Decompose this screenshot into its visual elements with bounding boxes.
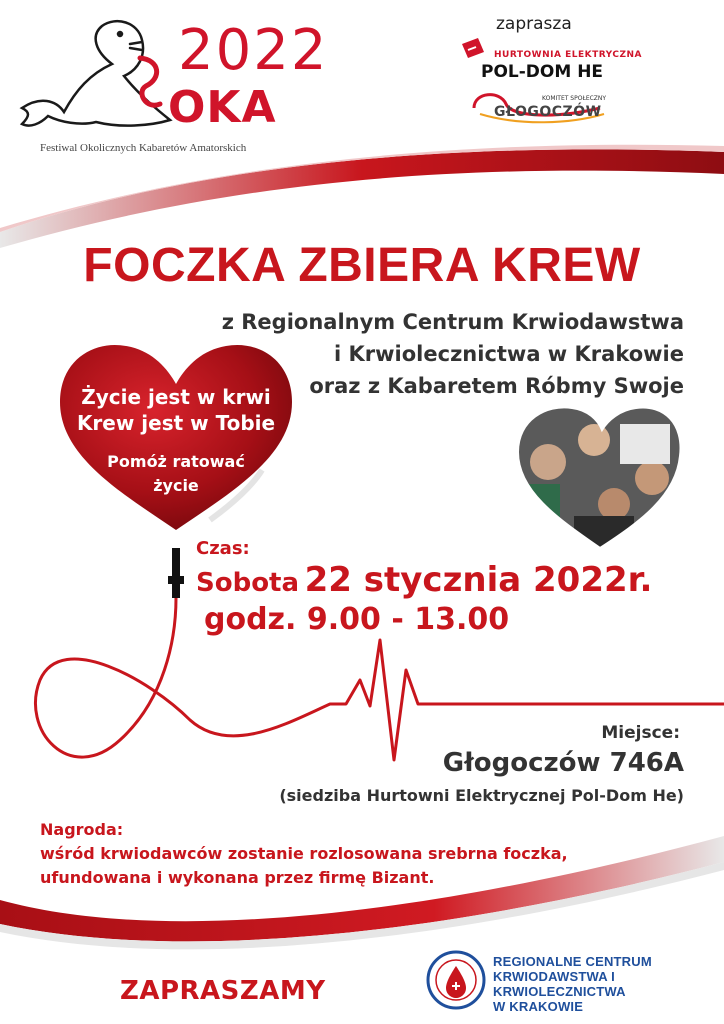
seal-icon: [22, 21, 170, 125]
rckik-line-3: W KRAKOWIE: [493, 999, 584, 1014]
pol-dom-logo-mark: [462, 38, 484, 58]
prize-label: Nagroda:: [40, 820, 124, 839]
seal-ribbon: [140, 58, 160, 105]
rckik-name: [493, 954, 724, 1014]
heart-line-3: Pomóż ratować: [107, 452, 245, 471]
sponsor-name: POL-DOM HE: [481, 62, 604, 82]
committee-name: GŁOGOCZÓW: [494, 104, 602, 120]
festival-year: 2022: [178, 18, 329, 83]
invites-label: zaprasza: [496, 14, 572, 34]
sponsor-tagline: HURTOWNIA ELEKTRYCZNA: [494, 50, 642, 60]
prize-block: [40, 818, 568, 890]
poster-title: FOCZKA ZBIERA KREW: [83, 239, 641, 292]
partner-line-3: oraz z Kabaretem Róbmy Swoje: [309, 374, 684, 398]
event-hours: godz. 9.00 - 13.00: [204, 602, 510, 637]
prize-line-1: wśród krwiodawców zostanie rozlosowana srebrna foczka,: [40, 844, 568, 863]
heart-line-2: Krew jest w Tobie: [76, 411, 276, 435]
event-date: [196, 560, 652, 600]
festival-caption: Festiwal Okolicznych Kabaretów Amatorskich: [40, 142, 247, 154]
heart-slogan: [56, 384, 296, 436]
needle-connector: [172, 548, 180, 578]
place-note: (siedziba Hurtowni Elektrycznej Pol-Dom He): [279, 786, 684, 805]
partner-line-2: i Krwiolecznictwa w Krakowie: [334, 342, 684, 366]
heart-line-1: Życie jest w krwi: [81, 385, 271, 409]
time-label: Czas:: [196, 538, 250, 559]
footer-cta: ZAPRASZAMY: [120, 976, 326, 1006]
group-photo: [510, 400, 690, 556]
event-date-value: 22 stycznia 2022r.: [304, 560, 653, 600]
rckik-line-1: REGIONALNE CENTRUM: [493, 954, 652, 969]
event-day: Sobota: [196, 568, 300, 598]
prize-line-2: ufundowana i wykonana przez firmę Bizant.: [40, 868, 435, 887]
place-address: Głogoczów 746A: [442, 748, 684, 778]
heart-call: [56, 450, 296, 498]
festival-name: OKA: [168, 82, 277, 133]
committee-tagline: KOMITET SPOŁECZNY: [542, 95, 607, 102]
top-swoosh: [0, 149, 724, 248]
rckik-line-2: KRWIODAWSTWA I KRWIOLECZNICTWA: [493, 969, 626, 999]
place-label: Miejsce:: [601, 723, 680, 743]
heart-line-4: życie: [153, 476, 199, 495]
partner-line-1: z Regionalnym Centrum Krwiodawstwa: [221, 310, 684, 334]
rckik-logo-icon: [428, 952, 484, 1008]
